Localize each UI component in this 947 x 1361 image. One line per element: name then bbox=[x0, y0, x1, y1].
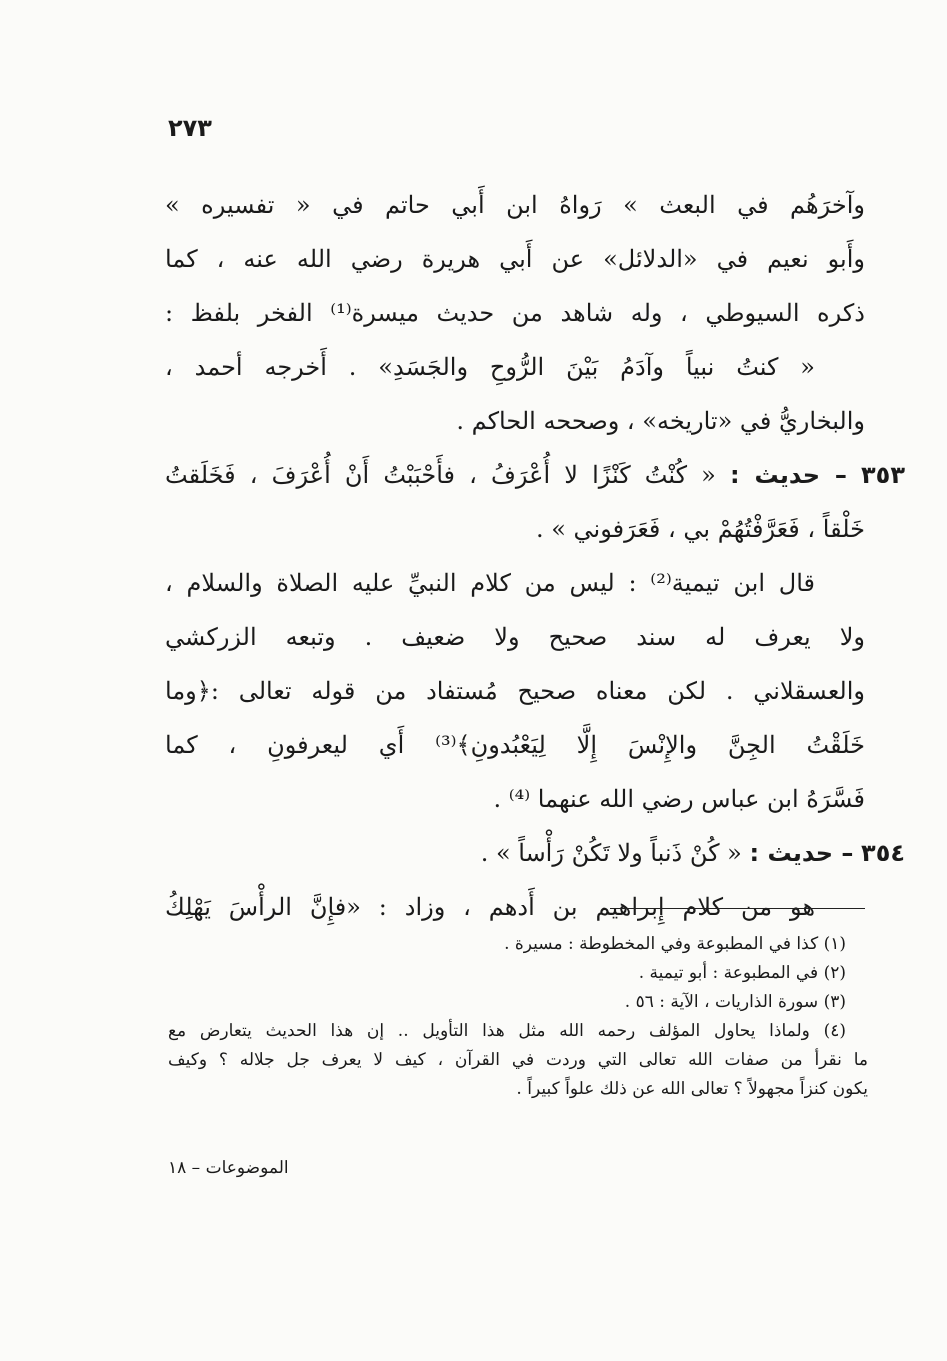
body-line: وآخرَهُم في البعث » رَواهُ ابن أَبي حاتم في « تفسيره » bbox=[165, 191, 865, 219]
footnote-line: يكون كنزاً مجهولاً ؟ تعالى الله عن ذلك علواً كبيراً . bbox=[516, 1079, 868, 1099]
commentary-line: هو من كلام إِبراهيم بن أَدهم ، وزاد : «فإِنَّ الرأْسَ يَهْلِكُ bbox=[165, 893, 816, 921]
hadith-label: – حديث : bbox=[729, 461, 847, 489]
commentary-line: فَسَّرَهُ ابن عباس رضي الله عنهما ⁽⁴⁾ . bbox=[493, 785, 865, 813]
commentary-line: قال ابن تيمية⁽²⁾ : ليس من كلام النبيِّ عليه الصلاة والسلام ، bbox=[165, 569, 815, 597]
body-line: وأَبو نعيم في «الدلائل» عن أَبي هريرة رضي الله عنه ، كما bbox=[165, 245, 865, 273]
body-text bbox=[165, 178, 905, 934]
footnote-line: ما نقرأ من صفات الله تعالى التي وردت في القرآن ، كيف لا يعرف جل جلاله ؟ وكيف bbox=[168, 1050, 868, 1070]
footnote-line: (٢) في المطبوعة : أبو تيمية . bbox=[638, 963, 846, 983]
body-line: « كنتُ نبياً وآدَمُ بَيْنَ الرُّوحِ والجَسَدِ» . أَخرجه أحمد ، bbox=[165, 353, 815, 381]
hadith-number: ٣٥٤ bbox=[861, 839, 905, 867]
commentary-line: والعسقلاني . لكن معناه صحيح مُستفاد من قوله تعالى :﴿وما bbox=[165, 677, 865, 705]
commentary-line: ولا يعرف له سند صحيح ولا ضعيف . وتبعه الزركشي bbox=[165, 623, 865, 651]
footnote-line: (٤) ولماذا يحاول المؤلف رحمه الله مثل هذا التأويل .. إن هذا الحديث يتعارض مع bbox=[168, 1021, 846, 1041]
hadith-354-heading bbox=[165, 826, 905, 880]
hadith-text: « كُنْتُ كَنْزًا لا أُعْرَفُ ، فأَحْبَبْتُ أَنْ أُعْرَفَ ، فَخَلَقتُ bbox=[165, 461, 716, 489]
hadith-label: – حديث : bbox=[749, 839, 854, 867]
footnote-line: (٣) سورة الذاريات ، الآية : ٥٦ . bbox=[624, 992, 846, 1012]
footnote-line: (١) كذا في المطبوعة وفي المخطوطة : مسيرة . bbox=[504, 934, 846, 954]
signature-mark: الموضوعات – ١٨ bbox=[168, 1158, 289, 1178]
hadith-text: « كُنْ ذَنباً ولا تَكُنْ رَأْساً » . bbox=[480, 839, 742, 867]
body-line: والبخاريُّ في «تاريخه» ، وصححه الحاكم . bbox=[456, 407, 865, 435]
hadith-353-heading bbox=[165, 448, 905, 502]
hadith-number: ٣٥٣ bbox=[861, 461, 905, 489]
hadith-353-line2: خَلْقاً ، فَعَرَّفْتُهُمْ بي ، فَعَرَفوني » . bbox=[535, 515, 865, 543]
footnotes bbox=[168, 930, 868, 1104]
page-number: ٢٧٣ bbox=[168, 114, 212, 142]
body-line: ذكره السيوطي ، وله شاهد من حديث ميسرة⁽¹⁾ الفخر بلفظ : bbox=[165, 299, 865, 327]
footnote-divider bbox=[610, 908, 865, 909]
commentary-line: خَلَقْتُ الجِنَّ والإِنْسَ إِلَّا لِيَعْبُدونِ﴾⁽³⁾ أَي ليعرفونِ ، كما bbox=[165, 731, 865, 759]
